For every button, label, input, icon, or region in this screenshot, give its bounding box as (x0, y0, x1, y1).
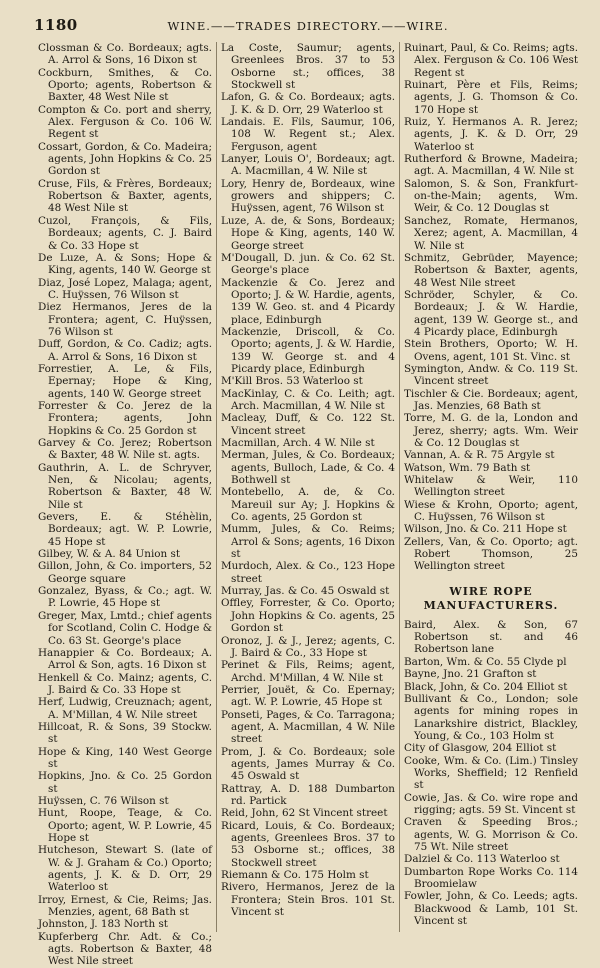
directory-entry: Baird, Alex. & Son, 67 Robertson st. and 46 Robertson lane (404, 618, 578, 656)
directory-entry: Ruinart, Paul, & Co. Reims; agts. Alex. Ferguson & Co. 106 West Regent st (404, 42, 578, 79)
directory-entry: Fowler, John, & Co. Leeds; agts. Blackwood & Lamb, 101 St. Vincent st (404, 890, 578, 928)
directory-entry: Hanappier & Co. Bordeaux; A. Arrol & Son, agts. 16 Dixon st (38, 646, 212, 672)
directory-entry: Craven & Speeding Bros.; agents, W. G. Morrison & Co. 75 Wt. Nile street (404, 816, 578, 853)
directory-entry: Mackenzie & Co. Jerez and Oporto; J. & W. Hardie, agents, 139 W. Geo. st. and 4 Picardy place, Edinburgh (221, 276, 395, 326)
directory-entry: Kupferberg Chr. Adt. & Co.; agts. Robertson & Baxter, 48 West Nile street (38, 930, 212, 968)
directory-entry: Schröder, Schyler, & Co. Bordeaux; J. & W. Hardie, agent, 139 W. George st., and 4 Picardy place, Edinburgh (404, 288, 578, 338)
directory-entry: MacKinlay, C. & Co. Leith; agt. Arch. Macmillan, 4 W. Nile st (221, 387, 395, 412)
directory-entry: Cuzol, François, & Fils, Bordeaux; agents, C. J. Baird & Co. 33 Hope st (38, 214, 212, 252)
directory-entry: Luze, A. de, & Sons, Bordeaux; Hope & King, agents, 140 W. George street (221, 214, 395, 252)
page-header (34, 16, 582, 42)
directory-entry: Diez Hermanos, Jeres de la Frontera; agent, C. Huÿssen, 76 Wilson st (38, 301, 212, 338)
directory-entry: Riemann & Co. 175 Holm st (221, 869, 369, 882)
directory-entry: Forrester & Co. Jerez de la Frontera; agents, John Hopkins & Co. 25 Gordon st (38, 399, 212, 437)
directory-entry: La Coste, Saumur; agents, Greenlees Bros. 37 to 53 Osborne st.; offices, 38 Stockwell st (221, 42, 395, 92)
directory-entry: M'Dougall, D. jun. & Co. 62 St. George's place (221, 251, 395, 277)
directory-entry: Tischler & Cie. Bordeaux; agent, Jas. Menzies, 68 Bath st (404, 387, 578, 412)
directory-entry: Cooke, Wm. & Co. (Lim.) Tinsley Works, Sheffield; 12 Renfield st (404, 754, 578, 792)
columns (34, 42, 582, 968)
directory-entry: Dumbarton Rope Works Co. 114 Broomielaw (404, 865, 578, 890)
directory-entry: Hopkins, Jno. & Co. 25 Gordon st (38, 770, 212, 795)
directory-entry: Duff, Gordon, & Co. Cadiz; agts. A. Arrol & Sons, 16 Dixon st (38, 338, 212, 363)
directory-entry: Murdoch, Alex. & Co., 123 Hope street (221, 560, 395, 585)
directory-entry: Lanyer, Louis O', Bordeaux; agt. A. Macmillan, 4 W. Nile st (221, 153, 395, 178)
directory-entry: Perinet & Fils, Reims; agent, Archd. M'Millan, 4 W. Nile st (221, 659, 395, 684)
directory-entry: Macleay, Duff, & Co. 122 St. Vincent street (221, 412, 395, 437)
running-title: WINE.——TRADES DIRECTORY.——WIRE. (167, 19, 449, 33)
directory-entry: Torre, M. G. de la, London and Jerez, sherry; agts. Wm. Weir & Co. 12 Douglas st (404, 412, 578, 449)
directory-entry: Ruiz, Y. Hermanos A. R. Jerez; agents, J. K. & D. Orr, 29 Waterloo st (404, 116, 578, 153)
directory-entry: City of Glasgow, 204 Elliot st (404, 742, 557, 755)
directory-entry: Hutcheson, Stewart S. (late of W. & J. Graham & Co.) Oporto; agents, J. K. & D. Orr, 29 Waterloo st (38, 844, 212, 894)
directory-entry: Gilbey, W. & A. 84 Union st (38, 548, 181, 561)
directory-entry: Bayne, Jno. 21 Grafton st (404, 668, 537, 681)
directory-entry: Ponseti, Pages, & Co. Tarragona; agent, A. Macmillan, 4 W. Nile street (221, 708, 395, 746)
directory-entry: De Luze, A. & Sons; Hope & King, agents, 140 W. George st (38, 251, 212, 277)
directory-entry: Macmillan, Arch. 4 W. Nile st (221, 437, 375, 449)
directory-entry: Stein Brothers, Oporto; W. H. Ovens, agent, 101 St. Vinc. st (404, 338, 578, 363)
directory-entry: Lafon, G. & Co. Bordeaux; agts. J. K. & D. Orr, 29 Waterloo st (221, 91, 395, 116)
directory-entry: Whitelaw & Weir, 110 Wellington street (404, 474, 578, 499)
directory-entry: Oronoz, J. & J., Jerez; agents, C. J. Baird & Co., 33 Hope st (221, 634, 395, 659)
directory-entry: Cossart, Gordon, & Co. Madeira; agents, John Hopkins & Co. 25 Gordon st (38, 140, 212, 178)
directory-entry: Hillcoat, R. & Sons, 39 Stockw. st (38, 720, 212, 746)
directory-entry: Huÿssen, C. 76 Wilson st (38, 794, 169, 807)
directory-entry: Ricard, Louis, & Co. Bordeaux; agents, Greenlees Bros. 37 to 53 Osborne st.; offices, 38 Stockwell street (221, 819, 395, 869)
directory-entry: Clossman & Co. Bordeaux; agts. A. Arrol & Sons, 16 Dixon st (38, 42, 212, 67)
directory-entry: Gevers, E. & Stéhèlin, Bordeaux; agt. W. P. Lowrie, 45 Hope st (38, 511, 212, 548)
page-number: 1180 (34, 16, 78, 34)
directory-entry: Hope & King, 140 West George st (38, 745, 212, 770)
directory-entry: Bullivant & Co., London; sole agents for mining ropes in Lanarkshire district, Blackley, Young, & Co., 103 Holm st (404, 692, 578, 742)
directory-entry: Hunt, Roope, Teage, & Co. Oporto; agent, W. P. Lowrie, 45 Hope st (38, 807, 212, 844)
directory-entry: Salomon, S. & Son, Frankfurt-on-the-Main; agents, Wm. Weir, & Co. 12 Douglas st (404, 177, 578, 215)
directory-entry: Murray, Jas. & Co. 45 Oswald st (221, 585, 390, 598)
directory-entry: Zellers, Van, & Co. Oporto; agt. Robert Thomson, 25 Wellington street (404, 535, 578, 573)
wire-rope-entries (404, 619, 578, 928)
directory-entry: Gonzalez, Byass, & Co.; agt. W. P. Lowrie, 45 Hope st (38, 585, 212, 610)
directory-entry: Diaz, José Lopez, Malaga; agent, C. Huÿssen, 76 Wilson st (38, 276, 212, 301)
directory-entry: Schmitz, Gebrüder, Mayence; Robertson & Baxter, agents, 48 West Nile street (404, 251, 578, 289)
directory-entry: Lory, Henry de, Bordeaux, wine growers and shippers; C. Huÿssen, agent, 76 Wilson st (221, 177, 395, 215)
directory-entry: Sanchez, Romate, Hermanos, Xerez; agent, A. Macmillan, 4 W. Nile st (404, 214, 578, 252)
directory-entry: Gillon, John, & Co. importers, 52 George square (38, 560, 212, 585)
directory-entry: Landais. E. Fils, Saumur, 106, 108 W. Regent st.; Alex. Ferguson, agent (221, 116, 395, 153)
directory-entry: Ruinart, Père et Fils, Reims; agents, J. G. Thomson & Co. 170 Hope st (404, 79, 578, 116)
directory-entry: Rutherford & Browne, Madeira; agt. A. Macmillan, 4 W. Nile st (404, 153, 578, 178)
directory-entry: Compton & Co. port and sherry, Alex. Ferguson & Co. 106 W. Regent st (38, 103, 212, 141)
directory-entry: Cruse, Fils, & Frères, Bordeaux; Robertson & Baxter, agents, 48 West Nile st (38, 177, 212, 215)
directory-entry: Barton, Wm. & Co. 55 Clyde pl (404, 655, 567, 668)
directory-entry: M'Kill Bros. 53 Waterloo st (221, 375, 363, 388)
directory-entry: Merman, Jules, & Co. Bordeaux; agents, Bulloch, Lade, & Co. 4 Bothwell st (221, 449, 395, 487)
directory-entry: Mackenzie, Driscoll, & Co. Oporto; agents, J. & W. Hardie, 139 W. George st. and 4 Picardy place, Edinburgh (221, 325, 395, 375)
directory-entry: Perrier, Jouët, & Co. Epernay; agt. W. P. Lowrie, 45 Hope st (221, 683, 395, 709)
directory-entry: Rattray, A. D. 188 Dumbarton rd. Partick (221, 782, 395, 807)
directory-entry: Reid, John, 62 St Vincent street (221, 807, 388, 820)
column-2 (216, 42, 399, 932)
directory-entry: Dalziel & Co. 113 Waterloo st (404, 853, 560, 866)
directory-entry: Garvey & Co. Jerez; Robertson & Baxter, 48 W. Nile st. agts. (38, 437, 212, 462)
column-3 (399, 42, 582, 932)
column-1 (34, 42, 216, 968)
directory-entry: Cockburn, Smithes, & Co. Oporto; agents, Robertson & Baxter, 48 West Nile st (38, 66, 212, 104)
wine-entries (404, 42, 578, 573)
directory-entry: Gauthrin, A. L. de Schryver, Nen, & Nicolau; agents, Robertson & Baxter, 48 W. Nile st (38, 461, 212, 511)
directory-entry: Wilson, Jno. & Co. 211 Hope st (404, 523, 567, 536)
section-heading: WIRE ROPE MANUFACTURERS. (423, 584, 559, 612)
directory-entry: Black, John, & Co. 204 Elliot st (404, 680, 568, 693)
directory-entry: Vannan, A. & R. 75 Argyle st (404, 449, 555, 462)
directory-entry: Cowie, Jas. & Co. wire rope and rigging; agts. 59 St. Vincent st (404, 791, 578, 816)
directory-entry: Irroy, Ernest, & Cie, Reims; Jas. Menzies, agent, 68 Bath st (38, 893, 212, 919)
directory-entry: Johnston, J. 183 North st (38, 918, 168, 931)
directory-entry: Rivero, Hermanos, Jerez de la Frontera; Stein Bros. 101 St. Vincent st (221, 881, 395, 919)
directory-entry: Mumm, Jules, & Co. Reims; Arrol & Sons; agents, 16 Dixon st (221, 523, 395, 561)
directory-entry: Wiese & Krohn, Oporto; agent, C. Huÿssen, 76 Wilson st (404, 498, 578, 524)
directory-entry: Forrestier, A. Le, & Fils, Epernay; Hope & King, agents, 140 W. George street (38, 362, 212, 400)
directory-entry: Prom, J. & Co. Bordeaux; sole agents, James Murray & Co. 45 Oswald st (221, 745, 395, 783)
directory-entry: Herf, Ludwig, Creuznach; agent, A. M'Millan, 4 W. Nile street (38, 696, 212, 721)
directory-entry: Watson, Wm. 79 Bath st (404, 461, 531, 474)
directory-entry: Greger, Max, Lmtd.; chief agents for Scotland, Colin C. Hodge & Co. 63 St. George's place (38, 609, 212, 647)
directory-entry: Henkell & Co. Mainz; agents, C. J. Baird & Co. 33 Hope st (38, 671, 212, 696)
directory-entry: Symington, Andw. & Co. 119 St. Vincent street (404, 362, 578, 388)
directory-entry: Offley, Forrester, & Co. Oporto; John Hopkins & Co. agents, 25 Gordon st (221, 597, 395, 635)
directory-entry: Montebello, A. de, & Co. Mareuil sur Ay; J. Hopkins & Co. agents, 25 Gordon st (221, 486, 395, 524)
